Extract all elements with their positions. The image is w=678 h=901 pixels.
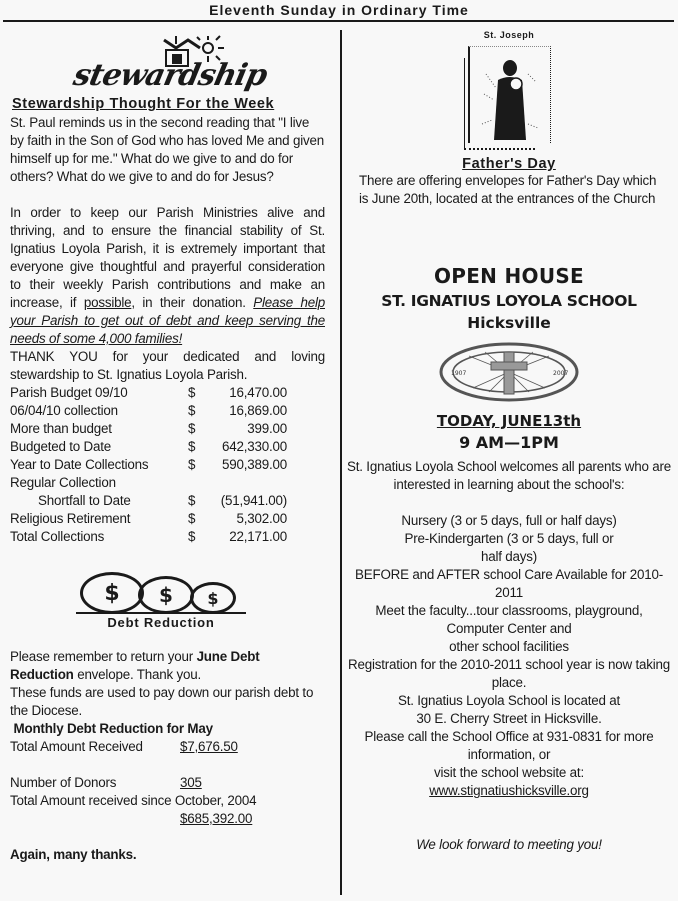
finance-table xyxy=(10,384,325,546)
donors-label: Number of Donors xyxy=(10,775,117,790)
program-care: BEFORE and AFTER school Care Available for 2010-2011 xyxy=(355,567,663,600)
finance-label: Religious Retirement xyxy=(10,511,131,526)
closing-thanks: Again, many thanks. xyxy=(10,847,137,862)
column-divider xyxy=(340,30,342,895)
finance-amount: 590,389.00 xyxy=(221,457,287,472)
finance-dollar: $ xyxy=(188,385,196,400)
program-nursery: Nursery (3 or 5 days, full or half days) xyxy=(401,513,617,528)
finance-row xyxy=(10,492,325,510)
thank-you-text: THANK YOU for your dedicated and loving stewardship to St. Ignatius Loyola Parish. xyxy=(10,349,325,382)
stewardship-wordmark: stewardship xyxy=(70,58,270,93)
donors-row xyxy=(10,774,325,792)
header-divider xyxy=(3,20,674,22)
st-joseph-figure-icon xyxy=(480,54,540,144)
finance-row xyxy=(10,420,325,438)
finance-dollar: $ xyxy=(188,493,196,508)
seal-year-left: 1907 xyxy=(451,370,467,377)
ministries-text: In order to keep our Parish Ministries alive and thriving, and to ensure the financial stability of St. Ignatius Loyola Parish, it is extremely important that everyone give thoughtful and prayerful consideration to their weekly Parish contributions and make an increase, if xyxy=(10,205,325,310)
finance-row xyxy=(10,402,325,420)
other-facilities: other school facilities xyxy=(449,639,569,654)
finance-dollar: $ xyxy=(188,457,196,472)
debt-reduction-title: Debt Reduction xyxy=(76,612,246,630)
st-joseph-image xyxy=(460,30,558,152)
donors-value: 305 xyxy=(180,775,202,790)
finance-row xyxy=(10,384,325,402)
finance-label: Shortfall to Date xyxy=(38,493,131,508)
possible-word: possible xyxy=(83,295,132,310)
total-received-label: Total Amount Received xyxy=(10,739,143,754)
coin-symbol: $ xyxy=(104,580,120,606)
finance-label: Total Collections xyxy=(10,529,105,544)
coin-symbol: $ xyxy=(159,583,173,607)
finance-amount: (51,941.00) xyxy=(220,493,287,508)
finance-row xyxy=(10,456,325,474)
finance-amount: 5,302.00 xyxy=(236,511,287,526)
left-column xyxy=(10,34,325,864)
since-october-label: Total Amount received since October, 2004 xyxy=(10,793,257,808)
finance-amount: 16,869.00 xyxy=(229,403,287,418)
finance-dollar: $ xyxy=(188,421,196,436)
school-intro: St. Ignatius Loyola School welcomes all parents who are interested in learning about the school's: xyxy=(347,459,671,492)
open-house-date: TODAY, JUNE13th xyxy=(436,412,582,430)
debt-reminder xyxy=(10,648,325,684)
money-bag-icon xyxy=(80,572,144,614)
money-bag-icon xyxy=(138,576,194,614)
finance-row xyxy=(10,438,325,456)
school-seal xyxy=(439,342,579,402)
cross-seal-icon xyxy=(439,342,579,402)
stewardship-logo xyxy=(70,34,290,96)
finance-row xyxy=(10,528,325,546)
st-joseph-caption: St. Joseph xyxy=(483,30,535,40)
debt-funds-text: These funds are used to pay down our parish debt to the Diocese. xyxy=(10,685,314,718)
debt-reminder-bold: June Debt Reduction xyxy=(10,649,260,682)
finance-row xyxy=(10,474,325,492)
finance-dollar: $ xyxy=(188,439,196,454)
debt-reminder-end: envelope. Thank you. xyxy=(73,667,201,682)
visit-website-text: visit the school website at: xyxy=(434,765,584,780)
registration-text: Registration for the 2010-2011 school year is now taking place. xyxy=(347,657,671,690)
debt-reduction-logo xyxy=(76,566,246,630)
finance-amount: 642,330.00 xyxy=(221,439,287,454)
finance-row xyxy=(10,510,325,528)
finance-label: Parish Budget 09/10 xyxy=(10,385,128,400)
finance-dollar: $ xyxy=(188,529,196,544)
finance-label: More than budget xyxy=(10,421,112,436)
stewardship-paragraph: St. Paul reminds us in the second reading that "I live by faith in the Son of God who has loved Me and given himself up for me." What do we give to and do for others? What do we give to and do for Jesus? xyxy=(10,115,324,184)
fathers-day-text: There are offering envelopes for Father's Day which is June 20th, located at the entrances of the Church xyxy=(359,173,657,206)
address-text: 30 E. Cherry Street in Hicksville. xyxy=(416,711,602,726)
finance-label: Regular Collection xyxy=(10,475,116,490)
total-received-value: $7,676.50 xyxy=(180,739,238,754)
seal-year-right: 2007 xyxy=(553,370,569,377)
debt-reminder-text: Please remember to return your xyxy=(10,649,197,664)
finance-amount: 16,470.00 xyxy=(229,385,287,400)
since-october-value: $685,392.00 xyxy=(180,811,253,826)
page-header: Eleventh Sunday in Ordinary Time xyxy=(209,2,469,18)
coin-symbol: $ xyxy=(207,588,219,608)
open-house-time: 9 AM—1PM xyxy=(459,433,559,452)
finance-label: Budgeted to Date xyxy=(10,439,112,454)
finance-dollar: $ xyxy=(188,403,196,418)
right-column xyxy=(345,30,673,854)
meet-faculty: Meet the faculty...tour classrooms, playground, Computer Center and xyxy=(375,603,643,636)
ministries-paragraph xyxy=(10,204,325,348)
debt-plea: Please help your Parish to get out of debt and keep serving the needs of some 4,000 families! xyxy=(10,295,325,346)
finance-dollar: $ xyxy=(188,511,196,526)
closing-invite: We look forward to meeting you! xyxy=(416,837,602,852)
program-pre-k: Pre-Kindergarten (3 or 5 days, full or half days) xyxy=(404,531,614,564)
fathers-day-heading: Father's Day xyxy=(462,156,556,172)
ministries-text-mid: , in their donation. xyxy=(131,295,254,310)
finance-amount: 22,171.00 xyxy=(229,529,287,544)
stewardship-heading: Stewardship Thought For the Week xyxy=(12,96,275,112)
school-name: ST. IGNATIUS LOYOLA SCHOOL xyxy=(381,292,637,310)
call-office-text: Please call the School Office at 931-0831 for more information, or xyxy=(364,729,654,762)
location-text: St. Ignatius Loyola School is located at xyxy=(397,693,620,708)
finance-label: 06/04/10 collection xyxy=(10,403,118,418)
money-bag-icon xyxy=(190,582,236,614)
finance-label: Year to Date Collections xyxy=(10,457,149,472)
school-website-link[interactable]: www.stignatiushicksville.org xyxy=(429,783,589,798)
open-house-title: OPEN HOUSE xyxy=(433,264,585,288)
total-received-row xyxy=(10,738,325,756)
finance-amount: 399.00 xyxy=(247,421,287,436)
school-town: Hicksville xyxy=(467,314,551,332)
monthly-debt-heading: Monthly Debt Reduction for May xyxy=(10,721,213,736)
